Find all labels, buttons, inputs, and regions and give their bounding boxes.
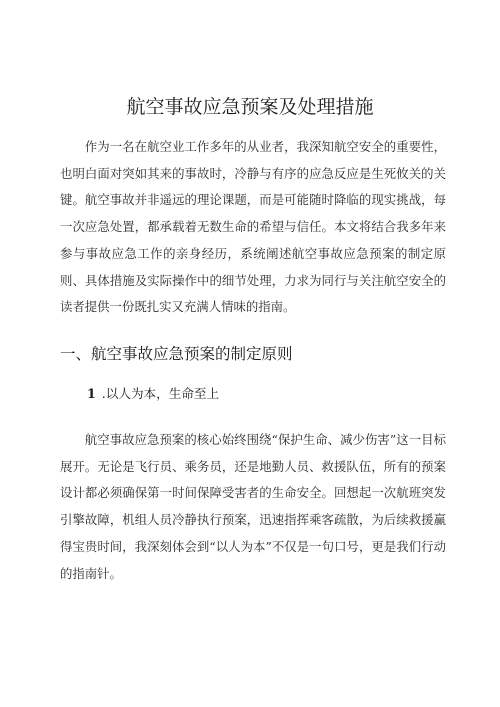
subsection-number: 1: [87, 386, 96, 401]
subsection-paragraph: 航空事故应急预案的核心始终围绕“保护生命、减少伤害”这一目标展开。无论是飞行员、乘务员，还是地勤人员、救援队伍，所有的预案设计都必须确保第一时间保障受害者的生命安全。回想起一次航班突发引擎故障，机组人员冷静执行预案，迅速指挥乘客疏散，为后续救援赢得宝贵时间，我深刻体会到“以人为本”不仅是一句口号，更是我们行动的指南针。: [60, 432, 446, 581]
section-heading: 一、航空事故应急预案的制定原则: [60, 345, 293, 363]
document-title: 航空事故应急预案及处理措施: [126, 96, 374, 118]
subsection-heading: [87, 385, 219, 403]
intro-paragraph: 作为一名在航空业工作多年的从业者，我深知航空安全的重要性，也明白面对突如其来的事故时，冷静与有序的应急反应是生死攸关的关键。航空事故并非遥远的理论课题，而是可能随时降临的现实挑战，每一次应急处置，都承载着无数生命的希望与信任。本文将结合我多年来参与事故应急工作的亲身经历，系统阐述航空事故应急预案的制定原则、具体措施及实际操作中的细节处理，力求为同行与关注航空安全的读者提供一份既扎实又充满人情味的指南。: [60, 139, 446, 315]
subsection-title: .以人为本，生命至上: [101, 386, 220, 401]
